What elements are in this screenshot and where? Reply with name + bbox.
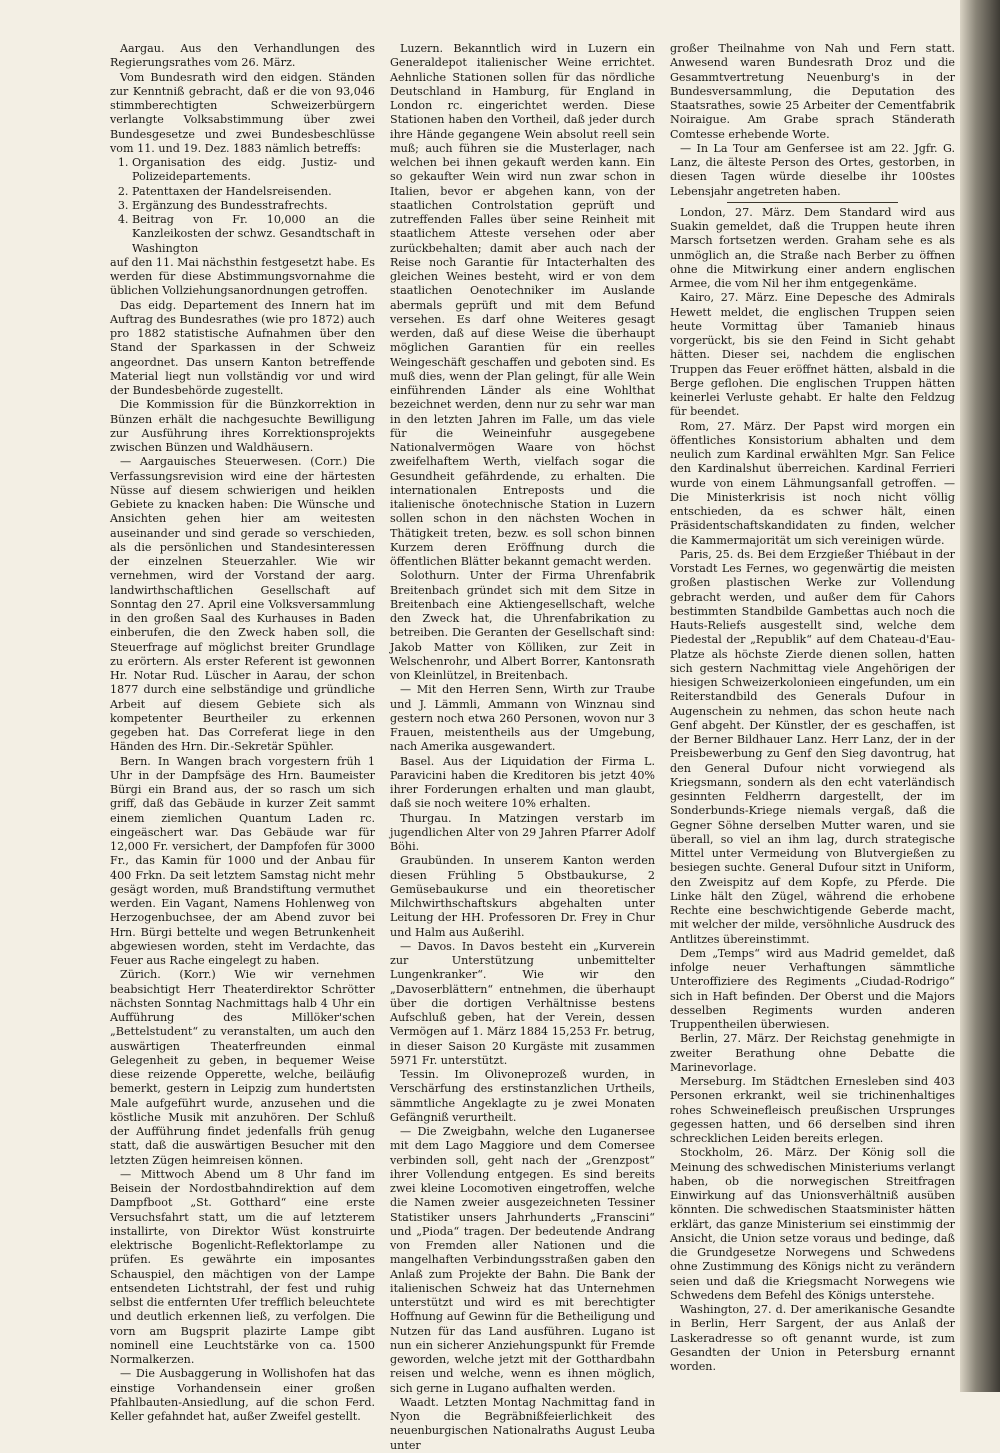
column-2: [390, 42, 655, 1452]
column-3: [670, 42, 955, 1373]
article-paragraph: Aargau. Aus den Verhandlungen des Regierungsrathes vom 26. März.: [110, 42, 375, 70]
article-paragraph: auf den 11. Mai nächsthin festgesetzt habe. Es werden für diese Abstimmungsvornahme die üblichen Vollziehungsanordnungen getroffen.: [110, 255, 375, 298]
article-paragraph: — Aargauisches Steuerwesen. (Corr.) Die Verfassungsrevision wird eine der härtesten Nüsse auf diesem schwierigen und heiklen Gebiete zu knacken haben: Die Wünsche und Ansichten gehen hier am weitesten auseinander und sind gerade so verschieden, als die persönlichen und Standesinteressen der einzelnen Steuerzahler. Wie wir vernehmen, wird der Vorstand der aarg. landwirthschaftlichen Gesellschaft auf Sonntag den 27. April eine Volksversammlung in den großen Saal des Kurhauses in Baden einberufen, die den Zweck haben soll, die Steuerfrage auf möglichst breiter Grundlage zu erörtern. Als erster Referent ist gewonnen Hr. Notar Rud. Lüscher in Aarau, der schon 1877 durch eine selbständige und gründliche Arbeit auf diesem Gebiete sich als kompetenter Beurtheiler zu erkennen gegeben hat. Das Correferat liege in den Händen des Hrn. Dir.-Sekretär Spühler.: [110, 455, 375, 754]
article-paragraph: Tessin. Im Olivoneprozeß wurden, in Verschärfung des erstinstanzlichen Urtheils, sämmtliche Angeklagte zu je zwei Monaten Gefängniß verurtheilt.: [390, 1068, 655, 1124]
list-item: 2. Patenttaxen der Handelsreisenden.: [132, 185, 375, 199]
article-paragraph: Dem „Temps“ wird aus Madrid gemeldet, daß infolge neuer Verhaftungen sämmtliche Unteroffiziere des Regiments „Ciudad-Rodrigo“ sich in Haft befinden. Der Oberst und die Majors desselben Regiments wurden anderen Truppentheilen überwiesen.: [670, 946, 955, 1031]
article-paragraph: London, 27. März. Dem Standard wird aus Suakin gemeldet, daß die Truppen heute ihren Marsch fortsetzen werden. Graham sehe es als unmöglich an, die Straße nach Berber zu öffnen ohne die Mitwirkung einer andern englischen Armee, die vom Nil her ihm entgegenkäme.: [670, 205, 955, 290]
list-item: 3. Ergänzung des Bundesstrafrechts.: [132, 199, 375, 213]
article-paragraph: Bern. In Wangen brach vorgestern früh 1 Uhr in der Dampfsäge des Hrn. Baumeister Bürgi ein Brand aus, der so rasch um sich griff, daß das Gebäude in kurzer Zeit sammt einem ziemlichen Quantum Laden rc. eingeäschert war. Das Gebäude war für 12,000 Fr. versichert, der Dampfofen für 3000 Fr., das Kamin für 1000 und der Anbau für 400 Frkn. Da seit letztem Samstag nicht mehr gesägt worden, muß Brandstiftung vermuthet werden. Ein Vagant, Namens Hohlenweg von Herzogenbuchsee, der am Abend zuvor bei Hrn. Bürgi bettelte und wegen Betrunkenheit abgewiesen worden, steht im Verdachte, das Feuer aus Rache eingelegt zu haben.: [110, 754, 375, 967]
article-paragraph: Stockholm, 26. März. Der König soll die Meinung des schwedischen Ministeriums verlangt haben, ob die norwegischen Streitfragen Einwirkung auf das Unionsverhältniß ausüben könnten. Die schwedischen Staatsminister hätten erklärt, das ganze Ministerium sei einstimmig der Ansicht, die Union setze voraus und bedinge, daß die Grundgesetze Norwegens und Schwedens ohne Zustimmung des Königs nicht zu verändern seien und daß die Kriegsmacht Norwegens wie Schwedens dem Befehl des Königs unterstehe.: [670, 1146, 955, 1302]
article-paragraph: Zürich. (Korr.) Wie wir vernehmen beabsichtigt Herr Theaterdirektor Schrötter nächsten Sonntag Nachmittags halb 4 Uhr ein Aufführung des Millöker'schen „Bettelstudent“ zu veranstalten, um auch den auswärtigen Theaterfreunden einmal Gelegenheit zu geben, in bequemer Weise diese reizende Opperette, welche, beiläufig bemerkt, gestern in Leipzig zum hundertsten Male aufgeführt wurde, anzusehen und die köstliche Musik mit anzuhören. Der Schluß der Aufführung findet jedenfalls früh genug statt, daß die auswärtigen Besucher mit den letzten Zügen heimreisen können.: [110, 968, 375, 1167]
article-paragraph: Vom Bundesrath wird den eidgen. Ständen zur Kenntniß gebracht, daß er die von 93,046 stimmberechtigten Schweizerbürgern verlangte Volksabstimmung über zwei Bundesgesetze und zwei Bundesbeschlüsse vom 11. und 19. Dez. 1883 nämlich betreffs:: [110, 70, 375, 155]
article-paragraph: Thurgau. In Matzingen verstarb im jugendlichen Alter von 29 Jahren Pfarrer Adolf Böhi.: [390, 811, 655, 853]
article-paragraph: Basel. Aus der Liquidation der Firma L. Paravicini haben die Kreditoren bis jetzt 40% ihrer Forderungen erhalten und man glaubt, daß sie noch weitere 10% erhalten.: [390, 754, 655, 811]
article-paragraph: — Mittwoch Abend um 8 Uhr fand im Beisein der Nordostbahndirektion auf dem Dampfboot „St. Gotthard“ eine erste Versuchsfahrt statt, um die auf letzterem installirte, von Direktor Wüst konstruirte elektrische Bogenlicht-Reflektorlampe zu prüfen. Es gewährte ein imposantes Schauspiel, den mächtigen von der Lampe entsendeten Lichtstrahl, der fest und ruhig selbst die entfernten Ufer trefflich beleuchtete und deutlich erkennen ließ, zu verfolgen. Die vorn am Bugsprit plazirte Lampe gibt nominell eine Leuchtstärke von ca. 1500 Normalkerzen.: [110, 1167, 375, 1366]
article-paragraph: — Die Ausbaggerung in Wollishofen hat das einstige Vorhandensein einer großen Pfahlbauten-Ansiedlung, auf die schon Ferd. Keller gefahndet hat, außer Zweifel gestellt.: [110, 1367, 375, 1423]
article-paragraph: Die Kommission für die Bünzkorrektion in Bünzen erhält die nachgesuchte Bewilligung zur Ausführung ihres Korrektionsprojekts zwischen Bünzen und Waldhäusern.: [110, 398, 375, 454]
article-paragraph: — Mit den Herren Senn, Wirth zur Traube und J. Lämmli, Ammann von Winznau sind gestern noch etwa 260 Personen, wovon nur 3 Frauen, meistentheils aus der Umgebung, nach Amerika ausgewandert.: [390, 683, 655, 754]
article-paragraph: Paris, 25. ds. Bei dem Erzgießer Thiébaut in der Vorstadt Les Fernes, wo gegenwärtig die meisten großen plastischen Werke zur Vollendung gebracht werden, und außer dem für Cahors bestimmten Standbilde Gambettas auch noch die Hauts-Reliefs ausgestellt sind, welche dem Piedestal der „Republik“ auf dem Chateau-d'Eau-Platze als höchste Zierde dienen sollen, hatten sich gestern Nachmittag viele Angehörigen der hiesigen Schweizerkolonieen eingefunden, um ein Reiterstandbild des Generals Dufour in Augenschein zu nehmen, das schon heute nach Genf abgeht. Der Künstler, der es geschaffen, ist der Berner Bildhauer Lanz. Herr Lanz, der in der Preisbewerbung zu Genf den Sieg davontrug, hat den General Dufour nicht vorwiegend als Kriegsmann, sondern als den echt vaterländisch gesinnten Feldherrn dargestellt, der im Sonderbunds-Kriege niemals vergaß, daß die Gegner Söhne derselben Mutter waren, und sie überall, so viel an ihm lag, durch strategische Mittel unter Vermeidung von Blutvergießen zu besiegen suchte. General Dufour sitzt in Uniform, den Zweispitz auf dem Kopfe, zu Pferde. Die Linke hält den Zügel, während die erhobene Rechte eine beschwichtigende Geberde macht, mit welcher der milde, versöhnliche Ausdruck des Antlitzes übereinstimmt.: [670, 547, 955, 946]
article-paragraph: — In La Tour am Genfersee ist am 22. Jgfr. G. Lanz, die älteste Person des Ortes, gestorben, in diesen Tagen würde dieselbe ihr 100stes Lebensjahr angetreten haben.: [670, 141, 955, 198]
article-paragraph: — Die Zweigbahn, welche den Luganersee mit dem Lago Maggiore und dem Comersee verbinden soll, geht nach der „Grenzpost“ ihrer Vollendung entgegen. Es sind bereits zwei kleine Locomotiven eingetroffen, welche die Namen zweier ausgezeichneten Tessiner Statistiker unsers Jahrhunderts „Franscini“ und „Pioda“ tragen. Der bedeutende Andrang von Fremden aller Nationen und die mangelhaften Verbindungsstraßen gaben den Anlaß zum Projekte der Bahn. Die Bank der italienischen Schweiz hat das Unternehmen unterstützt und wird es mit berechtigter Hoffnung auf Gewinn für die Betheiligung und Nutzen für das Land ausführen. Lugano ist nun ein sicherer Anziehungspunkt für Fremde geworden, welche jetzt mit der Gotthardbahn reisen und welche, wenn es ihnen möglich, sich gerne in Lugano aufhalten werden.: [390, 1125, 655, 1395]
article-paragraph: Merseburg. Im Städtchen Ernesleben sind 403 Personen erkrankt, weil sie trichinenhaltiges rohes Schweinefleisch preußischen Ursprunges gegessen hatten, und 66 derselben sind ihren schrecklichen Leiden bereits erlegen.: [670, 1075, 955, 1145]
list-item: 1. Organisation des eidg. Justiz- und Polizeidepartements.: [132, 156, 375, 185]
article-paragraph: — Davos. In Davos besteht ein „Kurverein zur Unterstützung unbemittelter Lungenkranker“. Wie wir den „Davoserblättern“ entnehmen, die überhaupt über die dortigen Verhältnisse bestens Aufschluß geben, hat der Verein, dessen Vermögen auf 1. März 1884 15,253 Fr. betrug, in dieser Saison 20 Kurgäste mit zusammen 5971 Fr. unterstützt.: [390, 939, 655, 1067]
list-item: 4. Beitrag von Fr. 10,000 an die Kanzleikosten der schwz. Gesandtschaft in Washington: [132, 213, 375, 256]
article-paragraph: großer Theilnahme von Nah und Fern statt. Anwesend waren Bundesrath Droz und die Gesammtvertretung Neuenburg's in der Bundesversammlung, die Deputation des Staatsrathes, sowie 25 Arbeiter der Cementfabrik Noiraigue. Am Grabe sprach Ständerath Comtesse erhebende Worte.: [670, 42, 955, 141]
article-paragraph: Rom, 27. März. Der Papst wird morgen ein öffentliches Konsistorium abhalten und dem neulich zum Kardinal erwählten Mgr. San Felice den Kardinalshut überreichen. Kardinal Ferrieri wurde von einem Lähmungsanfall getroffen. — Die Ministerkrisis ist noch nicht völlig entschieden, da es schwer hält, einen Präsidentschaftskandidaten zu finden, welcher die Kammermajorität um sich vereinigen würde.: [670, 419, 955, 547]
article-paragraph: Washington, 27. d. Der amerikanische Gesandte in Berlin, Herr Sargent, der aus Anlaß der Laskeradresse so oft genannt wurde, ist zum Gesandten der Union in Petersburg ernannt worden.: [670, 1303, 955, 1373]
article-paragraph: Solothurn. Unter der Firma Uhrenfabrik Breitenbach gründet sich mit dem Sitze in Breitenbach eine Aktiengesellschaft, welche den Zweck hat, die Uhrenfabrikation zu betreiben. Die Geranten der Gesellschaft sind: Jakob Matter von Kölliken, zur Zeit in Welschenrohr, und Albert Borrer, Kantonsrath von Kleinlützel, in Breitenbach.: [390, 569, 655, 682]
article-paragraph: Graubünden. In unserem Kanton werden diesen Frühling 5 Obstbaukurse, 2 Gemüsebaukurse und ein theoretischer Milchwirthschaftskurs abgehalten unter Leitung der HH. Professoren Dr. Frey in Chur und Halm aus Außerihl.: [390, 854, 655, 939]
article-paragraph: Das eidg. Departement des Innern hat im Auftrag des Bundesrathes (wie pro 1872) auch pro 1882 statistische Aufnahmen über den Stand der Sparkassen in der Schweiz angeordnet. Das unsern Kanton betreffende Material liegt nun vollständig vor und wird der Bundesbehörde zugestellt.: [110, 298, 375, 397]
book-binding-edge: [960, 0, 1000, 1392]
article-paragraph: Waadt. Letzten Montag Nachmittag fand in Nyon die Begräbnißfeierlichkeit des neuenburgischen Nationalraths August Leuba unter: [390, 1395, 655, 1452]
article-paragraph: Kairo, 27. März. Eine Depesche des Admirals Hewett meldet, die englischen Truppen seien heute Vormittag über Tamanieb hinaus vorgerückt, bis sie den Feind in Sicht gehabt hätten. Dieser sei, nachdem die englischen Truppen das Feuer eröffnet hätten, alsbald in die Berge geflohen. Die englischen Truppen hätten keinerlei Verluste gehabt. Er halte den Feldzug für beendet.: [670, 291, 955, 419]
numbered-list: [110, 156, 375, 256]
column-1: [110, 42, 375, 1423]
article-paragraph: Berlin, 27. März. Der Reichstag genehmigte in zweiter Berathung ohne Debatte die Marinevorlage.: [670, 1032, 955, 1074]
article-paragraph: Luzern. Bekanntlich wird in Luzern ein Generaldepot italienischer Weine errichtet. Aehnliche Stationen sollen für das nördliche Deutschland in Hamburg, für England in London rc. eingerichtet werden. Diese Stationen haben den Vortheil, daß jeder durch ihre Hände gegangene Wein absolut reell sein muß; auch führen sie die Musterlager, nach welchen bei ihnen gekauft werden kann. Ein so gekaufter Wein wird nun zwar schon in Italien, bevor er abgehen kann, von der staatlichen Controlstation geprüft und zutreffenden Falles über seine Reinheit mit staatlichem Atteste versehen oder aber zurückbehalten; damit aber auch nach der Reise noch Garantie für Intacterhalten des gleichen Weines besteht, wird er von dem staatlichen Oenotechniker im Auslande abermals geprüft und mit dem Befund versehen. Es darf ohne Weiteres gesagt werden, daß auf diese Weise die überhaupt möglichen Garantien für ein reelles Weingeschäft geschaffen und geboten sind. Es muß dies, wenn der Plan gelingt, für alle Wein einführenden Länder als eine Wohlthat bezeichnet werden, denn nur zu sehr war man in den letzten Jahren im Falle, um das viele für die Weineinfuhr ausgegebene Nationalvermögen Waare von höchst zweifelhaftem Werth, vielfach sogar die Gesundheit gefährdende, zu erhalten. Die internationalen Entreposts und die italienische önotechnische Station in Luzern sollen schon in den nächsten Wochen in Thätigkeit treten, bezw. es soll schon binnen Kurzem deren Eröffnung durch die öffentlichen Blätter bekannt gemacht werden.: [390, 42, 655, 568]
newspaper-columns: [110, 42, 955, 1452]
section-divider: [727, 202, 898, 203]
